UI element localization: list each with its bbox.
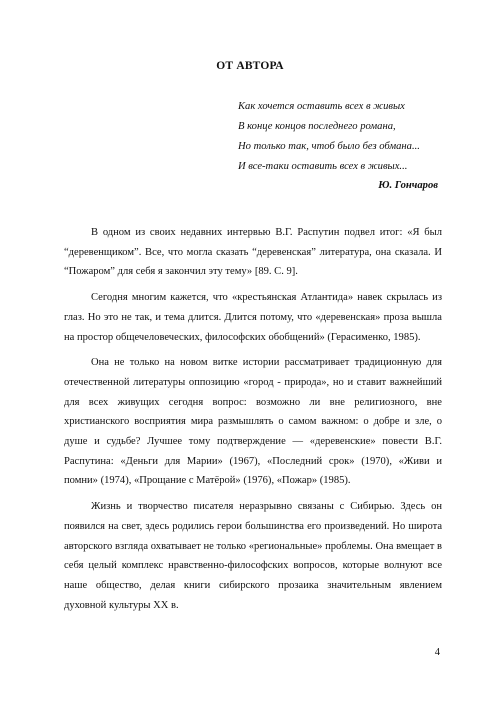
epigraph-line: Но только так, чтоб было без обмана... bbox=[238, 141, 420, 152]
page-number: 4 bbox=[434, 647, 440, 658]
paragraph: Сегодня многим кажется, что «крестьянская Атлантида» навек скрылась из глаз. Но это не так, и тема длится. Длится потому, что «деревенская» проза вышла на простор общечеловеческих, философских обобщений» (Герасименко, 1985). bbox=[64, 292, 442, 343]
epigraph-line: В конце концов последнего романа, bbox=[238, 121, 396, 132]
epigraph bbox=[238, 97, 458, 177]
body-text bbox=[64, 223, 442, 621]
epigraph-line: Как хочется оставить всех в живых bbox=[238, 101, 405, 112]
paragraph: Она не только на новом витке истории рассматривает традиционную для отечественной литературы оппозицию «город - природа», но и ставит важнейший для всех живущих сегодня вопрос: возможно ли вне религиозного, вне христианского восприятия мира размышлять о самом важном: о добре и зле, о душе и судьбе? Лучшее тому подтверждение — «деревенские» повести В.Г. Распутина: «Деньги для Марии» (1967), «Последний срок» (1970), «Живи и помни» (1974), «Прощание с Матёрой» (1976), «Пожар» (1985). bbox=[64, 357, 442, 487]
section-title: ОТ АВТОРА bbox=[216, 60, 284, 72]
paragraph: В одном из своих недавних интервью В.Г. Распутин подвел итог: «Я был “деревенщиком”. Все, что могла сказать “деревенская” литература, она сказала. И “Пожаром” для себя я закончил эту тему» [89. С. 9]. bbox=[64, 227, 442, 278]
epigraph-line: И все-таки оставить всех в живых... bbox=[238, 161, 408, 172]
paragraph: Жизнь и творчество писателя неразрывно связаны с Сибирью. Здесь он появился на свет, здесь родились герои большинства его произведений. Но широта авторского взгляда охватывает не только «региональные» проблемы. Она вмещает в себя целый комплекс нравственно-философских вопросов, которые волнуют все наше общество, делая книги сибирского прозаика значительным явлением духовной культуры XX в. bbox=[64, 501, 442, 611]
epigraph-author: Ю. Гончаров bbox=[378, 180, 438, 191]
